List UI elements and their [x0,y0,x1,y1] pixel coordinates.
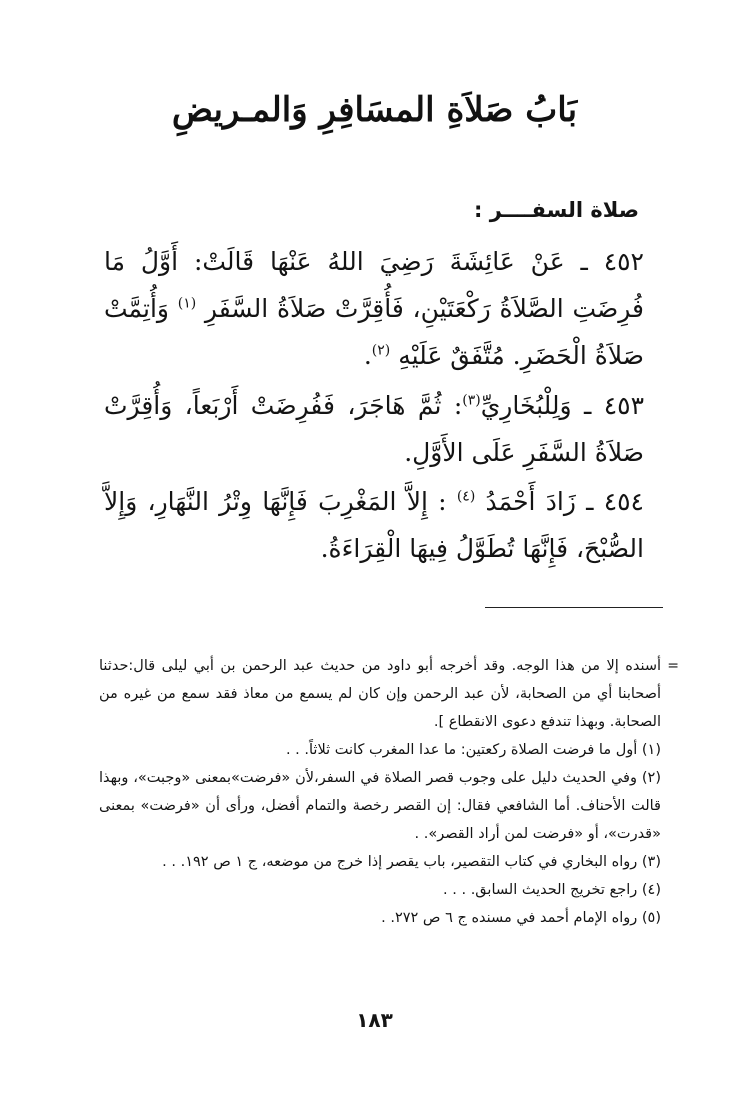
footnote-3: (٣) رواه البخاري في كتاب التقصير، باب يقصر إذا خرج من موضعه، ج ١ ص ١٩٢. . . [162,854,661,870]
footnote-divider [485,607,663,608]
footnote-continued: أسنده إلا من هذا الوجه. وقد أخرجه أبو داود من حديث عبد الرحمن بن أبي ليلى قال:حدثنا أصحابنا أي من الصحابة، لأن عبد الرحمن وإن كان لم يسمع من معاذ فقد سمع من غيره من الصحابة. وبهذا تندفع دعوى الانقطاع ]. [99,658,661,730]
footnotes [99,652,679,932]
continuation-mark: = [667,658,679,674]
footnote-2: (٢) وفي الحديث دليل على وجوب قصر الصلاة في السفر،لأن «فرضت»بمعنى «وجبت»، وبهذا قالت الأحناف. أما الشافعي فقال: إن القصر رخصة والتمام أفضل، ورأى أن «فرضت» بمعنى «قدرت»، أو «فرضت لمن أراد القصر». . [99,770,661,842]
hadith-text: : ثُمَّ هَاجَرَ، فَفُرِضَتْ أَرْبَعاً، وَأُقِرَّتْ صَلاَةُ السَّفَرِ عَلَى الأَوَّلِ. [104,391,644,467]
section-heading: صلاة السفــــر : [474,198,639,222]
hadith-text: ٤٥٢ ـ عَنْ عَائِشَةَ رَضِيَ اللهُ عَنْهَا قَالَتْ: أَوَّلُ مَا فُرِضَتِ الصَّلاَةُ رَكْعَتَيْنِ، فَأُقِرَّتْ صَلاَةُ السَّفَرِ [104,247,644,323]
hadith-text: ٤٥٤ ـ زَادَ أَحْمَدُ [485,487,644,516]
footnote-ref: (٤) [456,488,476,505]
hadith-text: ٤٥٣ ـ وَلِلْبُخَارِيِّ [480,391,645,420]
hadith-452 [104,238,644,379]
footnote-5: (٥) رواه الإمام أحمد في مسنده ج ٦ ص ٢٧٢. . [381,910,661,926]
footnote-ref: (٣) [462,392,481,409]
hadith-453 [104,382,644,476]
footnote-ref: (٢) [371,342,391,359]
page-number: ١٨٣ [356,1008,393,1032]
footnote-4: (٤) راجع تخريج الحديث السابق. . . . [443,882,661,898]
hadith-end: . [363,341,372,370]
footnote-ref: (١) [177,295,197,312]
hadith-text: : إِلاَّ المَغْرِبَ فَإِنَّهَا وِتْرُ النَّهَارِ، وَإِلاَّ الصُّبْحَ، فَإِنَّهَا تُطَوَّلُ فِيهَا الْقِرَاءَةُ. [104,487,644,563]
hadith-454 [104,478,644,572]
chapter-title: بَابُ صَلاَةِ المسَافِرِ وَالمـريضِ [171,90,578,130]
hadith-text: وَأُتِمَّتْ صَلاَةُ الْحَضَرِ. مُتَّفَقٌ عَلَيْهِ [104,294,644,370]
footnote-1: (١) أول ما فرضت الصلاة ركعتين: ما عدا المغرب كانت ثلاثاً. . . [285,742,661,758]
